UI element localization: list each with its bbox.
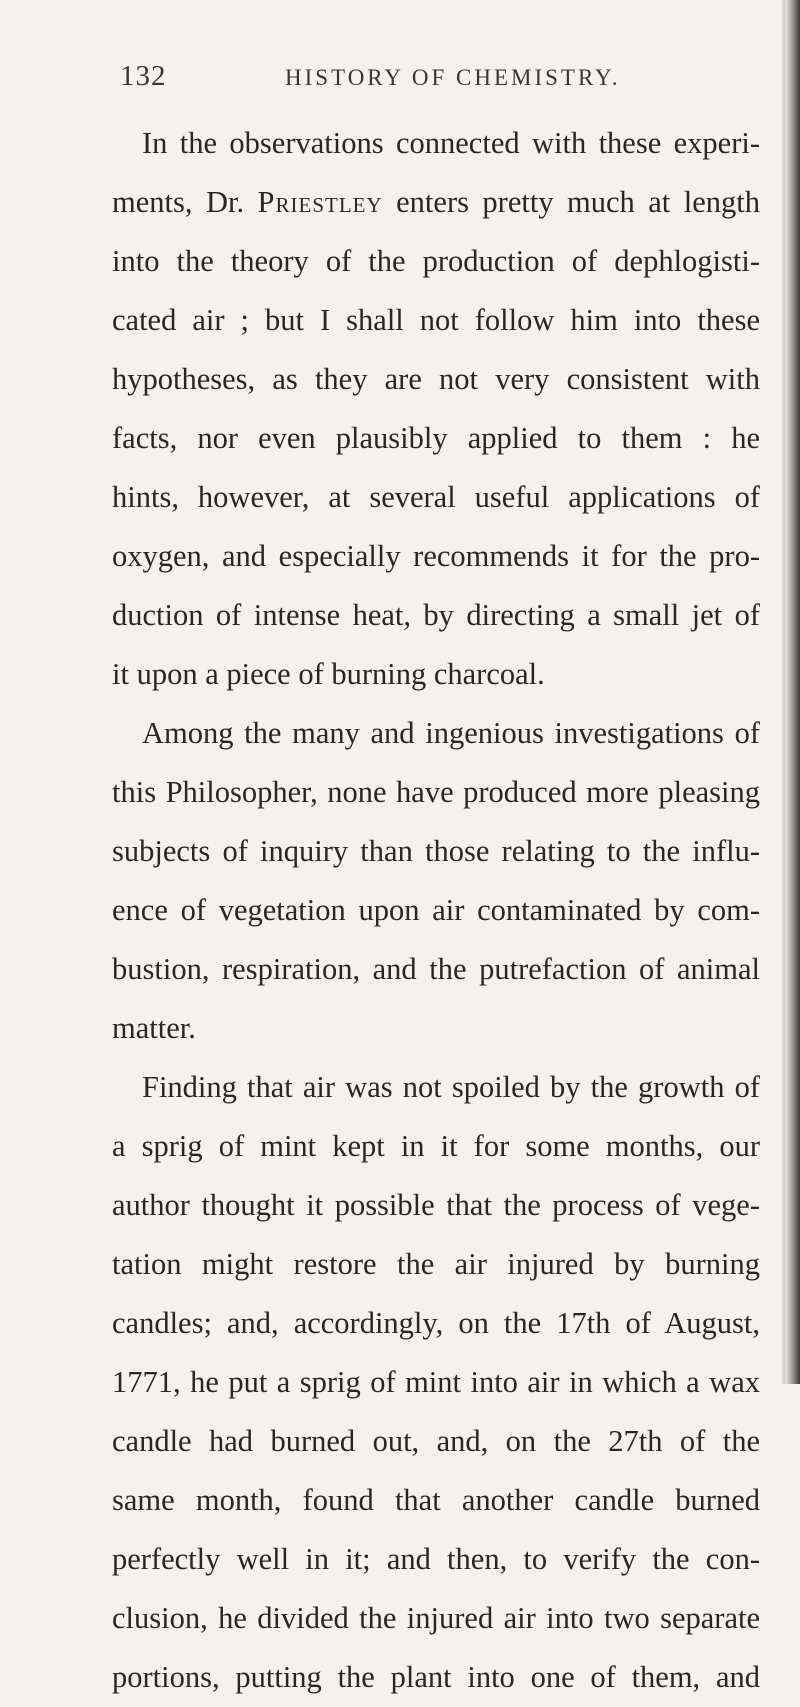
text-line: In the observations connected with these experi- [142,126,760,160]
text-line: candle had burned out, and, on the 27th of the [112,1424,760,1458]
text-line: perfectly well in it; and then, to verify the con- [112,1542,760,1576]
text-line: Finding that air was not spoiled by the growth of [142,1070,760,1104]
text-line: same month, found that another candle burned [112,1483,760,1517]
text-line: a sprig of mint kept in it for some months, our [112,1129,760,1163]
text-line: ence of vegetation upon air contaminated by com- [112,893,760,927]
page-edge-strip [782,0,786,1384]
page-edge-shadow [786,0,800,1384]
page-number: 132 [120,60,167,92]
text-line: bustion, respiration, and the putrefaction of animal [112,952,760,986]
text-line: this Philosopher, none have produced more pleasing [112,775,760,809]
text-line: 1771, he put a sprig of mint into air in which a wax [112,1365,760,1399]
text-line: tation might restore the air injured by burning [112,1247,760,1281]
text-line: into the theory of the production of dephlogisti- [112,244,760,278]
running-head [120,60,760,100]
text-line: Among the many and ingenious investigations of [142,716,760,750]
text-line: clusion, he divided the injured air into two separate [112,1601,760,1635]
text-segment: ments, Dr. [112,185,245,219]
text-line: matter. [112,1011,196,1045]
text-line: facts, nor even plausibly applied to them : he [112,421,760,455]
text-line: hints, however, at several useful applications of [112,480,760,514]
text-line: hypotheses, as they are not very consistent with [112,362,760,396]
text-line: candles; and, accordingly, on the 17th of August, [112,1306,760,1340]
body-text [112,114,760,1707]
text-line: it upon a piece of burning charcoal. [112,657,545,691]
text-segment: enters pretty much at length [396,185,760,219]
name-priestley: Priestley [257,185,383,219]
text-line [112,173,760,232]
running-title: HISTORY OF CHEMISTRY. [285,65,621,90]
text-line: cated air ; but I shall not follow him into these [112,303,760,337]
text-line: subjects of inquiry than those relating to the influ- [112,834,760,868]
text-line: duction of intense heat, by directing a small jet of [112,598,760,632]
text-line: oxygen, and especially recommends it for the pro- [112,539,760,573]
text-line: portions, putting the plant into one of them, and [112,1660,760,1694]
text-line: author thought it possible that the process of vege- [112,1188,760,1222]
